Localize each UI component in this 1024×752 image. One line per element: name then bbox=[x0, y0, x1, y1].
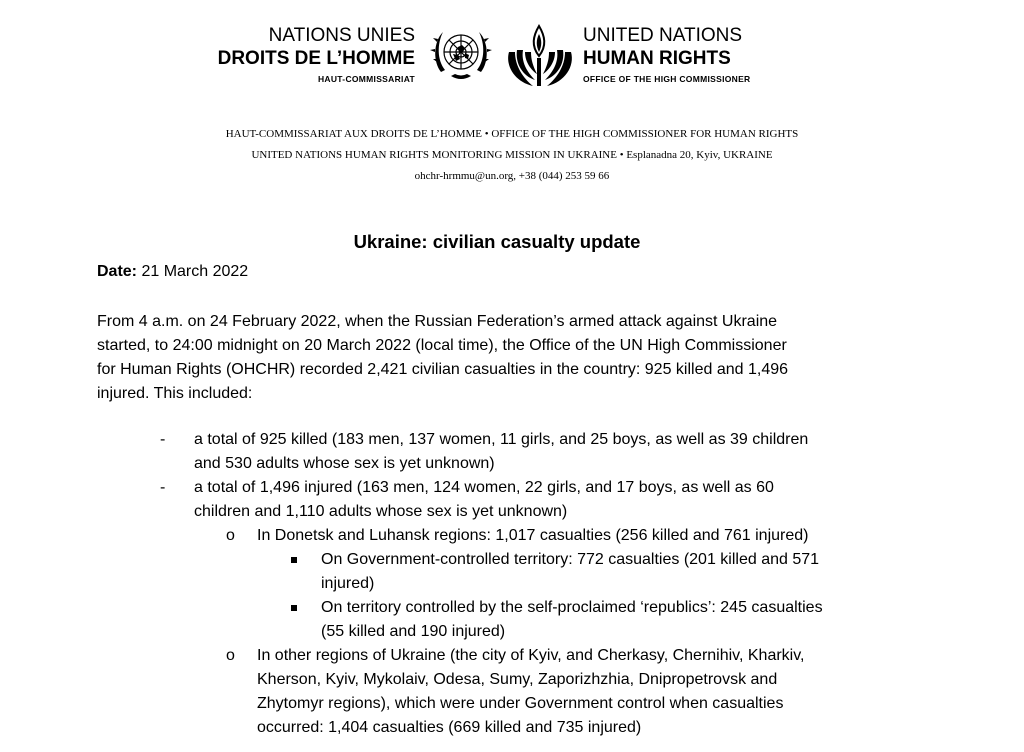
list-item-government-controlled bbox=[321, 548, 819, 596]
list-item-killed bbox=[194, 428, 808, 476]
list-item-republics bbox=[321, 596, 823, 644]
list-item-line: injured) bbox=[321, 575, 375, 592]
intro-line: for Human Rights (OHCHR) recorded 2,421 civilian casualties in the country: 925 killed and 1,496 bbox=[97, 361, 789, 378]
list-item-injured bbox=[194, 476, 774, 524]
list-item-other-regions bbox=[257, 644, 805, 740]
list-item-line: Zhytomyr regions), which were under Government control when casualties bbox=[257, 695, 784, 712]
document-title: Ukraine: civilian casualty update bbox=[353, 231, 641, 252]
list-item-donetsk-luhansk bbox=[257, 524, 808, 548]
date-label: Date: bbox=[97, 263, 138, 280]
list-item-line: a total of 925 killed (183 men, 137 women, 11 girls, and 25 boys, as well as 39 children bbox=[194, 431, 809, 448]
circle-bullet-marker: o bbox=[226, 647, 235, 664]
header-english-block bbox=[583, 26, 883, 84]
list-item-line: (55 killed and 190 injured) bbox=[321, 623, 506, 640]
list-item-line: children and 1,110 adults whose sex is yet unknown) bbox=[194, 503, 568, 520]
date-value: 21 March 2022 bbox=[137, 263, 249, 280]
list-item-line: a total of 1,496 injured (163 men, 124 women, 22 girls, and 17 boys, as well as 60 bbox=[194, 479, 774, 496]
list-item-line: On Government-controlled territory: 772 casualties (201 killed and 571 bbox=[321, 551, 820, 568]
date-line bbox=[97, 263, 248, 281]
circle-bullet-marker: o bbox=[226, 527, 235, 544]
square-bullet-icon bbox=[291, 557, 297, 563]
header-french-line1: NATIONS UNIES bbox=[268, 25, 415, 46]
office-line-1: HAUT-COMMISSARIAT AUX DROITS DE L’HOMME • OFFICE OF THE HIGH COMMISSIONER FOR HUMAN RIGHTS bbox=[225, 128, 799, 140]
dash-bullet-marker: - bbox=[160, 479, 166, 496]
list-item-line: occurred: 1,404 casualties (669 killed and 735 injured) bbox=[257, 719, 642, 736]
header-french-line2: DROITS DE L’HOMME bbox=[217, 48, 415, 69]
header-english-line2: HUMAN RIGHTS bbox=[583, 48, 731, 69]
list-item-line: and 530 adults whose sex is yet unknown) bbox=[194, 455, 495, 472]
office-contact-line: ohchr-hrmmu@un.org, +38 (044) 253 59 66 bbox=[414, 170, 610, 182]
list-item-line: On territory controlled by the self-proclaimed ‘republics’: 245 casualties bbox=[321, 599, 823, 616]
un-emblem-icon bbox=[427, 22, 495, 88]
intro-line: injured. This included: bbox=[97, 385, 253, 402]
header-french-block bbox=[0, 26, 415, 84]
list-item-line: In other regions of Ukraine (the city of Kyiv, and Cherkasy, Chernihiv, Kharkiv, bbox=[257, 647, 805, 664]
header-french-line3: HAUT-COMMISSARIAT bbox=[317, 74, 415, 84]
office-line-2: UNITED NATIONS HUMAN RIGHTS MONITORING MISSION IN UKRAINE • Esplanadna 20, Kyiv, UKRAINE bbox=[251, 149, 773, 161]
header-english-line1: UNITED NATIONS bbox=[583, 25, 743, 46]
list-item-line: In Donetsk and Luhansk regions: 1,017 casualties (256 killed and 761 injured) bbox=[257, 527, 809, 544]
header-english-line3: OFFICE OF THE HIGH COMMISSIONER bbox=[583, 74, 751, 84]
intro-line: started, to 24:00 midnight on 20 March 2022 (local time), the Office of the UN High Commissioner bbox=[97, 337, 787, 354]
intro-paragraph bbox=[97, 310, 897, 406]
list-item-line: Kherson, Kyiv, Mykolaiv, Odesa, Sumy, Zaporizhzhia, Dnipropetrovsk and bbox=[257, 671, 778, 688]
human-rights-emblem-icon bbox=[503, 22, 577, 92]
intro-line: From 4 a.m. on 24 February 2022, when the Russian Federation’s armed attack against Ukraine bbox=[97, 313, 778, 330]
dash-bullet-marker: - bbox=[160, 431, 166, 448]
square-bullet-icon bbox=[291, 605, 297, 611]
